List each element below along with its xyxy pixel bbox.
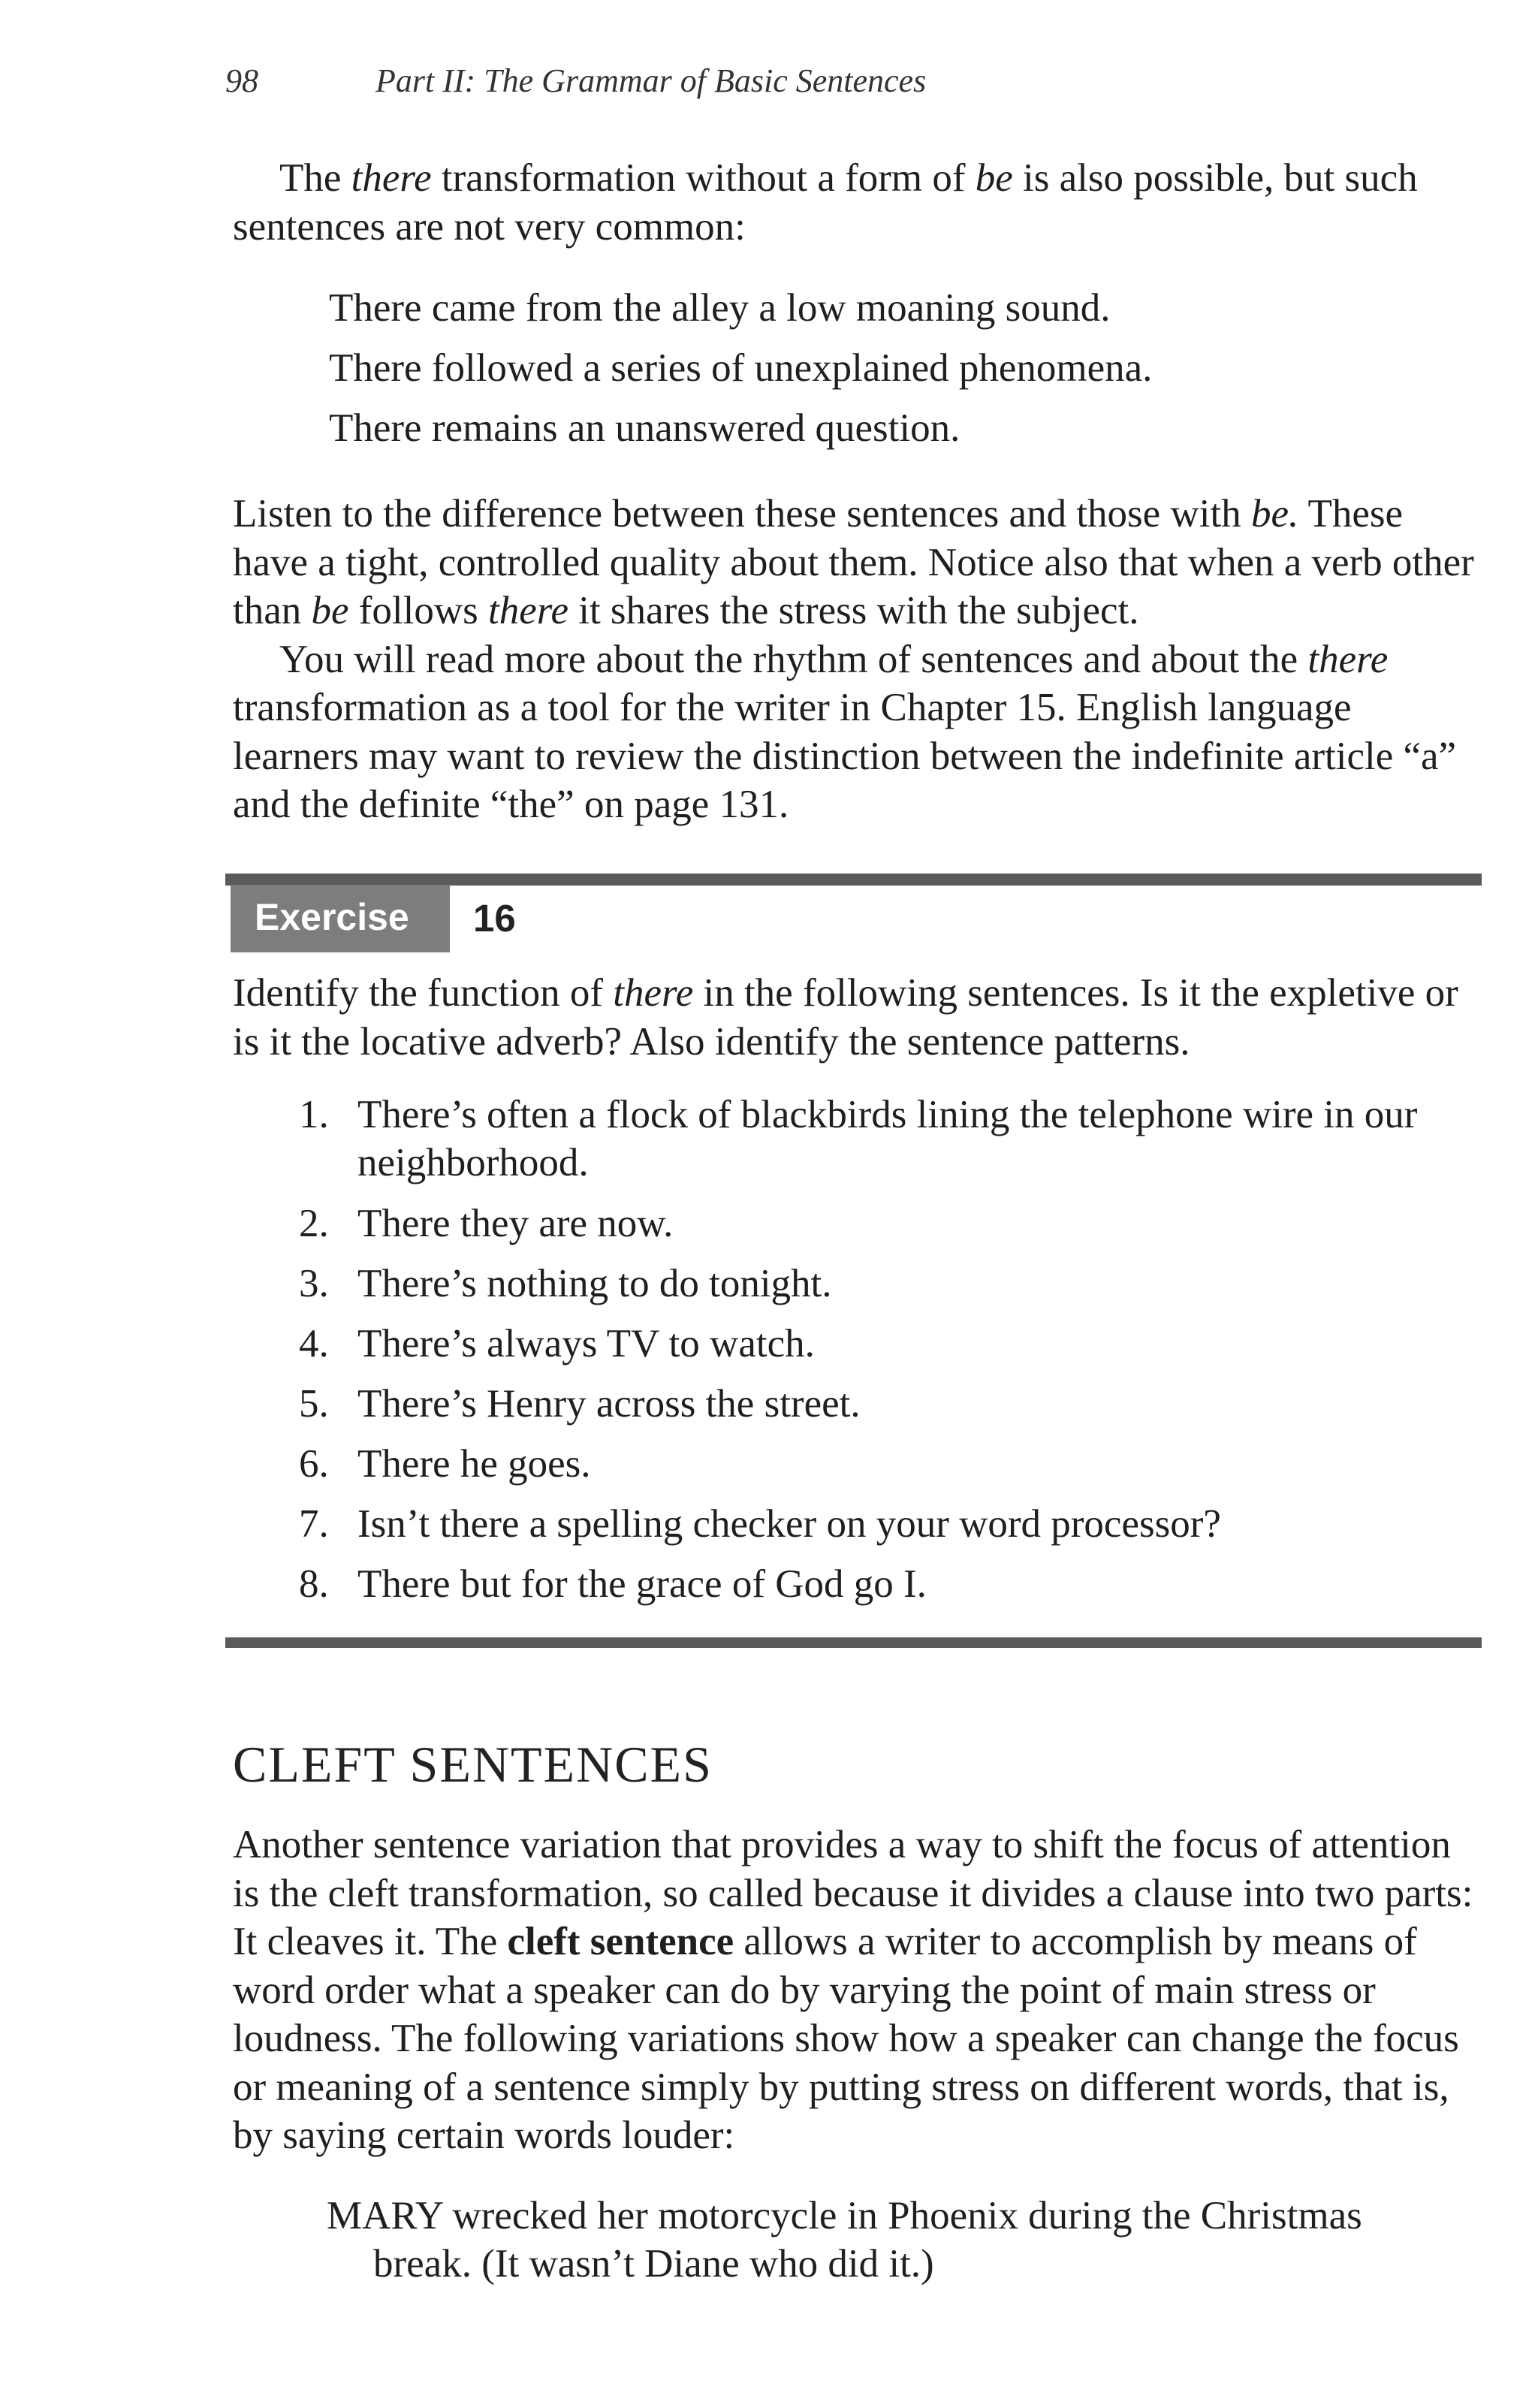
text-run: Another sentence variation that provides a way to shift the focus of attention is the cleft transformation, so called because it divides a clause into two parts: It cleaves it. The (233, 1823, 1473, 1963)
exercise-item (299, 1500, 1221, 1548)
section-heading: CLEFT SENTENCES (233, 1736, 713, 1793)
emphasis: be (975, 156, 1013, 200)
exercise-instructions (233, 969, 1483, 1066)
item-text: There’s always TV to watch. (357, 1322, 815, 1365)
example-line: MARY wrecked her motorcycle in Phoenix during the Christmas (327, 2194, 1362, 2238)
exercise-number: 16 (473, 897, 516, 940)
running-title: Part II: The Grammar of Basic Sentences (375, 62, 927, 99)
item-number: 8. (299, 1562, 329, 1606)
exercise-item (299, 1440, 591, 1488)
exercise-item (299, 1199, 673, 1248)
exercise-label-tab (231, 885, 450, 952)
emphasis: there (351, 156, 432, 200)
emphasis: be (311, 589, 349, 632)
text-run: in the following sentences. Is it the expletive or is it the locative adverb? Also identify the sentence patterns. (233, 971, 1458, 1064)
text-run: These have a tight, controlled quality about them. Notice also that when a verb other than (233, 492, 1474, 632)
item-number: 7. (299, 1502, 329, 1546)
item-text: There he goes. (357, 1442, 591, 1486)
text-run: follows (348, 589, 489, 632)
exercise-item (299, 1560, 927, 1608)
page-number: 98 (225, 62, 258, 99)
exercise-item (299, 1260, 832, 1308)
example-line-continued: break. (It wasn’t Diane who did it.) (373, 2242, 934, 2286)
text-run: allows a writer to accomplish by means of word order what a speaker can do by varying the point of main stress or loudness. The following variations show how a speaker can change the focus or meaning of a sentence simply by putting stress on different words, that is, by saying certain words louder: (233, 1920, 1459, 2157)
text-run: Listen to the difference between these sentences and those with (233, 492, 1251, 536)
example-sentence: There remains an unanswered question. (329, 406, 960, 450)
item-number: 6. (299, 1442, 329, 1486)
item-text: There but for the grace of God go I. (357, 1562, 927, 1606)
exercise-item (299, 1320, 815, 1368)
item-text: There’s nothing to do tonight. (357, 1262, 832, 1305)
exercise-bottom-rule (225, 1637, 1482, 1648)
item-number: 5. (299, 1382, 329, 1426)
item-text: Isn’t there a spelling checker on your word processor? (357, 1502, 1221, 1546)
item-number: 2. (299, 1202, 329, 1245)
running-header (225, 62, 926, 107)
emphasis: there (1307, 637, 1389, 681)
item-text: There’s often a flock of blackbirds lining the telephone wire in our (357, 1093, 1418, 1136)
text-run: Identify the function of (233, 971, 614, 1015)
emphasis: there (613, 971, 694, 1015)
example-sentence: There came from the alley a low moaning sound. (329, 286, 1111, 330)
item-number: 1. (299, 1093, 329, 1136)
text-run: transformation as a tool for the writer in Chapter 15. English language learners may want to review the distinction between the indefinite article “a” and the definite “the” on page 131. (233, 686, 1457, 826)
text-run: it shares the stress with the subject. (568, 589, 1139, 632)
emphasis: be. (1250, 492, 1299, 536)
key-term: cleft sentence (507, 1920, 734, 1963)
stress-example (327, 2192, 1483, 2288)
item-number: 3. (299, 1262, 329, 1305)
emphasis: there (488, 589, 568, 632)
exercise-top-rule (225, 874, 1482, 886)
text-run: The (279, 156, 351, 200)
text-run: is also possible, but such sentences are not very common: (233, 156, 1418, 249)
item-number: 4. (299, 1322, 329, 1365)
text-run: transformation without a form of (431, 156, 976, 200)
intro-paragraph-2 (233, 490, 1483, 829)
exercise-item (299, 1091, 1417, 1187)
item-text-continued: neighborhood. (357, 1141, 589, 1184)
section-paragraph (233, 1821, 1483, 2160)
item-text: There’s Henry across the street. (357, 1382, 861, 1426)
text-run: You will read more about the rhythm of sentences and about the (279, 637, 1308, 681)
intro-paragraph-1 (233, 154, 1483, 251)
exercise-item (299, 1380, 861, 1428)
exercise-label: Exercise (255, 896, 409, 938)
item-text: There they are now. (357, 1202, 674, 1245)
example-sentence: There followed a series of unexplained phenomena. (329, 346, 1153, 390)
